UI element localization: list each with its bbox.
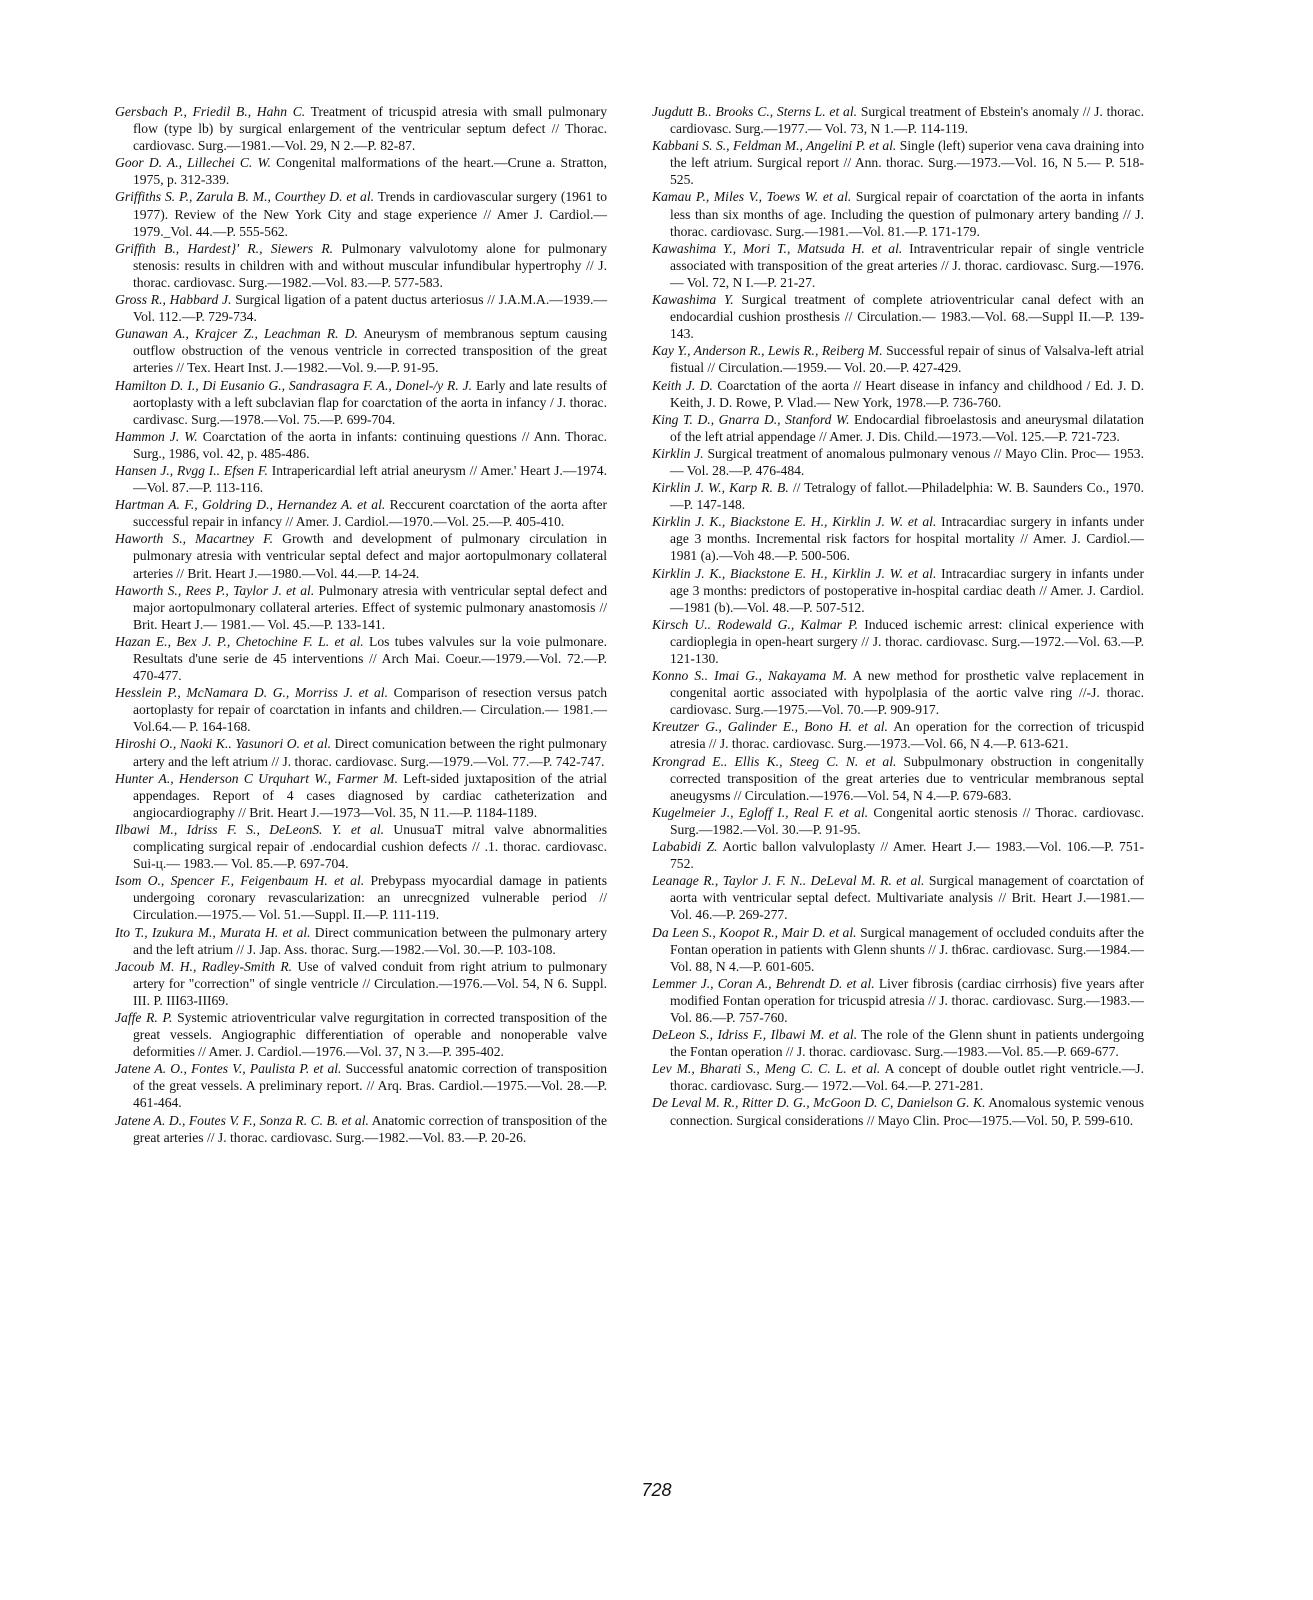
reference-text: Successful repair of sinus of Valsalva-left atrial fistual // Circulation.—1959.— Vol. 20.—P. 427-429. [670, 343, 1144, 376]
reference-text: UnusuaT mitral valve abnormalities complicating surgical repair of .endocardial cushion defects // .1. thorac. cardiovasc. Sui-ц.— 1983.— Vol. 85.—P. 697-704. [133, 821, 607, 872]
reference-text: Successful anatomic correction of transposition of the great vessels. A preliminary report. // Arq. Bras. Cardiol.—1975.—Vol. 28.—P. 461-464. [133, 1061, 607, 1111]
reference-authors: Hartman A. F., Goldring D., Hernandez A. et al. [115, 497, 386, 513]
reference-authors: Kugelmeier J., Egloff I., Real F. et al. [652, 804, 869, 820]
reference-authors: Gross R., Habbard J. [115, 292, 232, 308]
reference-authors: Leanage R., Taylor J. F. N.. DeLeval M. R. et al. [652, 873, 925, 889]
reference-entry [652, 804, 1144, 838]
reference-entry [115, 821, 607, 872]
reference-text: Subpulmonary obstruction in congenitally corrected transposition of the great arteries due to ventricular membranous septal aneugysms // Circulation.—1976.—Vol. 54, N 4.—P. 679-683. [670, 753, 1144, 803]
reference-authors: Konno S.. Imai G., Nakayama M. [652, 668, 848, 684]
reference-entry [115, 770, 607, 821]
reference-authors: Kirklin J. K., Biackstone E. H., Kirklin J. W. et al. [652, 514, 937, 530]
reference-entry [115, 325, 607, 376]
reference-entry [115, 240, 607, 291]
reference-entry [652, 872, 1144, 923]
reference-text: Treatment of tricuspid atresia with small pulmonary flow (type lb) by surgical enlargement of the ventricular septum defect // Thorac. cardiovasc. Surg.—1981.—Vol. 29, N 2.—P. 82-87. [133, 104, 607, 154]
reference-text: An operation for the correction of tricuspid atresia // J. thorac. cardiovasc. Surg.—1973.—Vol. 66, N 4.—P. 613-621. [670, 719, 1144, 752]
reference-entry [652, 616, 1144, 667]
reference-text: The role of the Glenn shunt in patients undergoing the Fontan operation // J. thorac. cardiovasc. Surg.—1983.—Vol. 85.—P. 669-677. [670, 1027, 1144, 1060]
reference-authors: Griffiths S. P., Zarula B. M., Courthey D. et al. [115, 189, 375, 205]
reference-entry [115, 735, 607, 769]
reference-authors: Kamau P., Miles V., Toews W. et al. [652, 189, 852, 205]
reference-text: Intrapericardial left atrial aneurysm // Amer.' Heart J.—1974.—Vol. 87.—P. 113-116. [133, 462, 608, 496]
reference-entry [115, 1112, 607, 1146]
reference-authors: Gunawan A., Krajcer Z., Leachman R. D. [115, 326, 358, 342]
reference-entry [115, 633, 607, 684]
reference-authors: Jacoub M. H., Radley-Smith R. [115, 958, 293, 974]
reference-entry [652, 377, 1144, 411]
reference-text: Anatomic correction of transposition of the great arteries // J. thorac. cardiovasc. Surg.—1982.—Vol. 83.—P. 20-26. [133, 1112, 607, 1145]
reference-authors: Kirsch U.. Rodewald G., Kalmar P. [652, 616, 859, 632]
reference-entry [652, 291, 1144, 342]
reference-authors: Kirklin J. K., Biackstone E. H., Kirklin J. W. et al. [652, 565, 937, 581]
reference-text: Comparison of resection versus patch aortoplasty for repair of coarctation in infants and children.— Circulation.— 1981.— Vol.64.— P. 164-168. [133, 685, 608, 735]
reference-authors: Lababidi Z. [652, 839, 718, 855]
reference-text: A new method for prosthetic valve replacement in congenital aortic associated with hypolplasia of the aortic valve ring //-J. thorac. cardiovasc. Surg.—1975.—Vol. 70.—P. 909-917. [670, 668, 1144, 718]
reference-list-left-column [115, 103, 607, 1146]
reference-authors: Kawashima Y. [652, 292, 734, 308]
reference-entry [652, 565, 1144, 616]
reference-entry [115, 428, 607, 462]
reference-entry [652, 667, 1144, 718]
reference-authors: Ito T., Izukura M., Murata H. et al. [115, 924, 311, 940]
reference-entry [652, 240, 1144, 291]
reference-authors: Kirklin J. [652, 445, 704, 461]
reference-entry [115, 872, 607, 923]
reference-text: Left-sided juxtaposition of the atrial appendages. Report of 4 cases diagnosed by cardiac catheterization and angiocardiography // Brit. Heart J.—1973—Vol. 35, N 11.—P. 1184-1189. [133, 770, 607, 820]
reference-text: Intraventricular repair of single ventricle associated with transposition of the great arteries // J. thorac. cardiovasc. Surg.—1976.— Vol. 72, N I.—P. 21-27. [670, 240, 1144, 290]
reference-text: Surgical ligation of a patent ductus arteriosus // J.A.M.A.—1939.—Vol. 112.—P. 729-734. [133, 292, 607, 325]
reference-text: Use of valved conduit from right atrium to pulmonary artery for "correction" of single ventricle // Circulation.—1976.—Vol. 54, N 6. Suppl. III. P. III63-III69. [133, 958, 607, 1008]
reference-authors: Gersbach P., Friedil B., Hahn C. [115, 104, 306, 119]
reference-text: Reccurent coarctation of the aorta after successful repair in infancy // Amer. J. Cardiol.—1970.—Vol. 25.—P. 405-410. [133, 497, 608, 530]
reference-authors: Keith J. D. [652, 377, 713, 393]
reference-entry [652, 188, 1144, 239]
reference-text: Aortic ballon valvuloplasty // Amer. Heart J.— 1983.—Vol. 106.—P. 751-752. [670, 839, 1144, 872]
reference-authors: Hesslein P., McNamara D. G., Morriss J. et al. [115, 685, 388, 701]
reference-authors: Goor D. A., Lillechei C. W. [115, 155, 271, 171]
reference-authors: Hazan E., Bex J. P., Chetochine F. L. et al. [115, 633, 364, 649]
reference-authors: Kabbani S. S., Feldman M., Angelini P. et al. [652, 138, 897, 154]
reference-authors: Hunter A., Henderson C Urquhart W., Farmer M. [115, 770, 398, 786]
reference-text: Systemic atrioventricular valve regurgitation in corrected transposition of the great vessels. Angiographic differentiation of operable and nonoperable valve deformities // Amer. J. Cardiol.—1976.—Vol. 37, N 3.—P. 395-402. [133, 1009, 608, 1060]
reference-text: Direct comunication between the right pulmonary artery and the left atrium // J. thorac. cardiovasc. Surg.—1979.—Vol. 77.—P. 742-747. [133, 736, 607, 769]
reference-authors: DeLeon S., Idriss F., Ilbawi M. et al. [652, 1027, 858, 1043]
page-number: 728 [641, 1480, 672, 1500]
reference-entry [652, 411, 1144, 445]
reference-text: Intracardiac surgery in infants under age 3 months: predictors of postoperative in-hospital cardiac death // Amer. J. Cardiol.—1981 (b).—Vol. 48.—P. 507-512. [670, 565, 1144, 615]
reference-authors: Lemmer J., Coran A., Behrendt D. et al. [652, 975, 875, 991]
reference-entry [652, 1094, 1144, 1128]
reference-text: Surgical treatment of anomalous pulmonary venous // Mayo Clin. Proc— 1953.— Vol. 28.—P. 476-484. [670, 445, 1144, 478]
reference-text: Coarctation of the aorta // Heart disease in infancy and childhood / Ed. J. D. Keith, J. D. Rowe, P. Vlad.— New York, 1978.—P. 736-760. [670, 377, 1144, 410]
reference-authors: Isom O., Spencer F., Feigenbaum H. et al. [115, 873, 365, 889]
reference-text: Surgical management of coarctation of aorta with ventricular septal defect. Multivariate analysis // Brit. Heart J.—1981.— Vol. 46.—P. 269-277. [670, 873, 1144, 923]
reference-text: Los tubes valvules sur la voie pulmonare. Resultats d'une serie de 45 interventions // Arch Mai. Coeur.—1979.—Vol. 72.—P. 470-477. [133, 633, 608, 684]
reference-entry [115, 924, 607, 958]
reference-entry [115, 188, 607, 239]
reference-entry [652, 924, 1144, 975]
reference-authors: Jatene A. O., Fontes V., Paulista P. et al. [115, 1061, 342, 1077]
reference-text: Early and late results of aortoplasty with a left subclavian flap for coarctation of the aorta in infancy / J. thorac. cardivasc. Surg.—1978.—Vol. 75.—P. 699-704. [133, 377, 607, 427]
reference-entry [115, 530, 607, 581]
reference-authors: Griffith B., Hardest}' R., Siewers R. [115, 240, 334, 256]
reference-entry [652, 838, 1144, 872]
reference-text: Pulmonary valvulotomy alone for pulmonary stenosis: results in children with and without muscular infundibular hypertrophy // J. thorac. cardiovasc. Surg.—1982.—Vol. 83.—P. 577-583. [133, 240, 607, 290]
reference-text: Surgical repair of coarctation of the aorta in infants less than six months of age. Including the question of pulmonary artery banding // J. thorac. cardiovasc. Surg.—1981.—Vol. 81.—P. 171-179. [670, 189, 1144, 239]
reference-text: Direct communication between the pulmonary artery and the left atrium // J. Jap. Ass. thorac. Surg.—1982.—Vol. 30.—P. 103-108. [133, 924, 607, 957]
reference-authors: Jatene A. D., Foutes V. F., Sonza R. C. B. et al. [115, 1112, 369, 1128]
reference-text: Prebypass myocardial damage in patients undergoing coronary revascularization: an unrecgnized vulnerable period // Circulation.—1975.— Vol. 51.—Suppl. II.—P. 111-119. [133, 873, 607, 923]
reference-entry [652, 1026, 1144, 1060]
reference-text: Surgical management of occluded conduits after the Fontan operation in patients with Glenn shunts // J. th6rac. cardiovasc. Surg.—1984.— Vol. 88, N 4.—P. 601-605. [670, 924, 1145, 974]
reference-text: Coarctation of the aorta in infants: continuing questions // Ann. Thorac. Surg., 1986, vol. 42, p. 485-486. [133, 428, 608, 461]
reference-entry [652, 479, 1144, 513]
reference-authors: Hamilton D. I., Di Eusanio G., Sandrasagra F. A., Donel-/y R. J. [115, 377, 473, 393]
reference-authors: Haworth S., Rees P., Taylor J. et al. [115, 582, 315, 598]
reference-authors: Da Leen S., Koopot R., Mair D. et al. [652, 924, 857, 940]
reference-authors: Kay Y., Anderson R., Lewis R., Reiberg M. [652, 343, 883, 359]
reference-authors: Kawashima Y., Mori T., Matsuda H. et al. [652, 240, 903, 256]
reference-text: // Tetralogy of fallot.—Philadelphia: W. B. Saunders Co., 1970.—P. 147-148. [670, 480, 1145, 513]
reference-entry [115, 496, 607, 530]
reference-text: Liver fibrosis (cardiac cirrhosis) five years after modified Fontan operation for tricuspid atresia // J. thorac. cardiovasc. Surg.—1983.— Vol. 86.—P. 757-760. [670, 975, 1144, 1025]
reference-entry [652, 753, 1144, 804]
reference-entry [115, 154, 607, 188]
reference-text: Congenital aortic stenosis // Thorac. cardiovasc. Surg.—1982.—Vol. 30.—P. 91-95. [670, 804, 1144, 837]
reference-text: Anomalous systemic venous connection. Surgical considerations // Mayo Clin. Proc—1975.—Vol. 50, P. 599-610. [670, 1095, 1144, 1128]
reference-authors: Haworth S., Macartney F. [115, 531, 274, 547]
reference-authors: Hansen J., Rvgg I.. Efsen F. [115, 462, 268, 478]
reference-authors: Hiroshi O., Naoki K.. Yasunori O. et al. [115, 736, 331, 752]
reference-entry [115, 377, 607, 428]
reference-entry [115, 462, 607, 496]
reference-entry [652, 342, 1144, 376]
reference-authors: Krongrad E.. Ellis K., Steeg C. N. et al. [652, 753, 897, 769]
reference-list-right-column [652, 103, 1144, 1129]
reference-authors: Hammon J. W. [115, 428, 198, 444]
reference-entry [115, 103, 607, 154]
reference-entry [652, 975, 1144, 1026]
reference-text: Growth and development of pulmonary circulation in pulmonary atresia with ventricular septal defect and major aortopulmonary collateral arteries // Brit. Heart J.—1980.—Vol. 44.—P. 14-24. [133, 531, 607, 581]
reference-entry [652, 513, 1144, 564]
reference-text: Induced ischemic arrest: clinical experience with cardioplegia in open-heart surgery // J. thorac. cardiovasc. Surg.—1972.—Vol. 63.—P. 121-130. [670, 616, 1144, 666]
reference-authors: Ilbawi M., Idriss F. S., DeLeonS. Y. et al. [115, 821, 385, 837]
reference-entry [652, 445, 1144, 479]
reference-entry [115, 1060, 607, 1111]
reference-text: Pulmonary atresia with ventricular septal defect and major aortopulmonary collateral arteries. Effect of systemic pulmonary anastomosis // Brit. Heart J.— 1981.— Vol. 45.—P. 133-141. [133, 582, 607, 632]
reference-text: Trends in cardiovascular surgery (1961 to 1977). Review of the New York City and stage experience // Amer J. Cardiol.—1979._Vol. 44.—P. 555-562. [133, 189, 607, 239]
reference-entry [115, 684, 607, 735]
reference-text: A concept of double outlet right ventricle.—J. thorac. cardiovasc. Surg.— 1972.—Vol. 64.—P. 271-281. [670, 1061, 1144, 1094]
reference-authors: Lev M., Bharati S., Meng C. C. L. et al. [652, 1061, 881, 1077]
reference-entry [652, 718, 1144, 752]
reference-entry [652, 1060, 1144, 1094]
reference-authors: De Leval M. R., Ritter D. G., McGoon D. C, Danielson G. K. [652, 1095, 986, 1111]
reference-text: Surgical treatment of Ebstein's anomaly // J. thorac. cardiovasc. Surg.—1977.— Vol. 73, N 1.—P. 114-119. [670, 104, 1144, 137]
reference-entry [115, 958, 607, 1009]
reference-text: Surgical treatment of complete atrioventricular canal defect with an endocardial cushion prosthesis // Circulation.— 1983.—Vol. 68.—Suppl II.—P. 139-143. [670, 292, 1144, 342]
reference-authors: Jugdutt B.. Brooks C., Sterns L. et al. [652, 104, 858, 119]
reference-entry [115, 291, 607, 325]
reference-entry [652, 103, 1144, 137]
reference-text: Congenital malformations of the heart.—Crune a. Stratton, 1975, p. 312-339. [133, 155, 607, 188]
reference-text: Single (left) superior vena cava draining into the left atrium. Surgical report // Ann. thorac. Surg.—1973.—Vol. 16, N 5.— P. 518-525. [670, 138, 1144, 188]
reference-text: Aneurysm of membranous septum causing outflow obstruction of the venous ventricle in corrected transposition of the great arteries // Tex. Heart Inst. J.—1982.—Vol. 9.—P. 91-95. [133, 326, 607, 376]
reference-authors: King T. D., Gnarra D., Stanford W. [652, 411, 850, 427]
reference-entry [115, 1009, 607, 1060]
reference-authors: Kirklin J. W., Karp R. B. [652, 480, 789, 496]
reference-entry [652, 137, 1144, 188]
reference-entry [115, 582, 607, 633]
reference-authors: Jaffe R. P. [115, 1009, 173, 1025]
reference-authors: Kreutzer G., Galinder E., Bono H. et al. [652, 719, 888, 735]
reference-text: Intracardiac surgery in infants under age 3 months. Incremental risk factors for hospital mortality // Amer. J. Cardiol.—1981 (a).—Voh 48.—P. 500-506. [670, 514, 1144, 564]
reference-text: Endocardial fibroelastosis and aneurysmal dilatation of the left atrial appendage // Amer. J. Dis. Child.—1973.—Vol. 125.—P. 721-723. [670, 411, 1144, 444]
